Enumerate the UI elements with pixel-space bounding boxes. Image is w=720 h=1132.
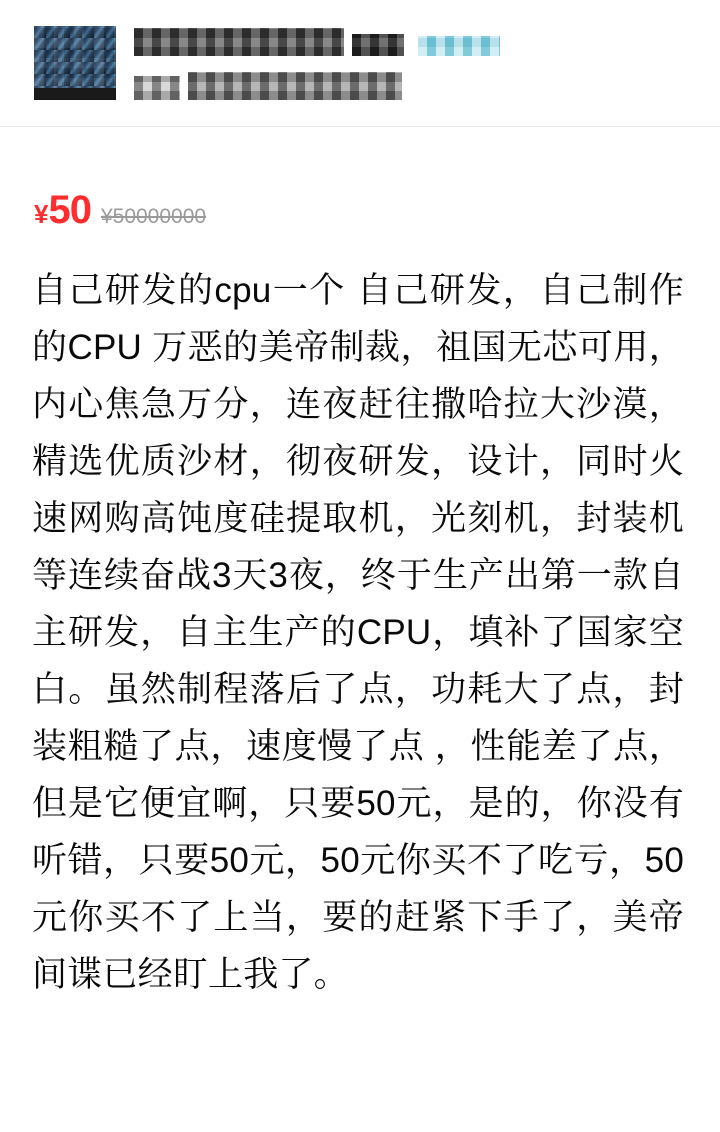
product-description: 自己研发的cpu一个 自己研发，自己制作的CPU 万恶的美帝制裁，祖国无芯可用，内心焦急万分，连夜赶往撒哈拉大沙漠，精选优质沙材，彻夜研发，设计，同时火速网购高饨度硅提取机，光刻机，封装机等连续奋战3天3夜，终于生产出第一款自主研发，自主生产的CPU，填补了国家空白。虽然制程落后了点，功耗大了点，封装粗糙了点，速度慢了点 ，性能差了点，但是它便宜啊，只要50元，是的，你没有听错，只要50元，50元你买不了吃亏，50元你买不了上当，要的赶紧下手了，美帝间谍已经盯上我了。: [32, 271, 684, 994]
price-row: [34, 190, 206, 230]
currency-symbol: ¥: [34, 199, 49, 229]
seller-subtitle-b-redacted: [188, 72, 402, 100]
seller-name-redacted: [134, 28, 344, 56]
seller-subtitle-a-redacted: [134, 76, 180, 100]
avatar[interactable]: [34, 26, 116, 88]
seller-tag-redacted: [418, 36, 500, 56]
seller-header: [0, 0, 720, 127]
original-price: ¥50000000: [100, 205, 207, 228]
seller-name-suffix-redacted: [352, 34, 404, 56]
avatar-caption-bar: [34, 88, 116, 100]
current-price: 50: [48, 188, 91, 232]
